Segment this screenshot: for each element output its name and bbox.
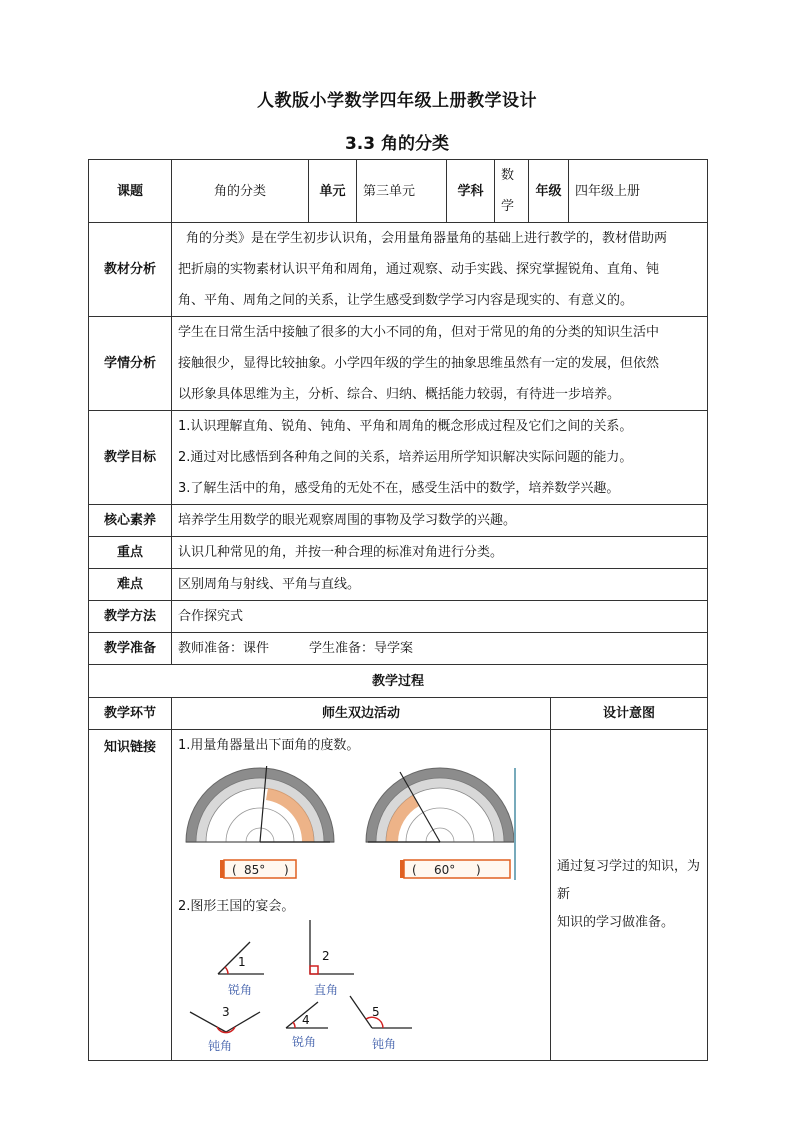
topic-label: 课题 [89, 160, 172, 223]
angle-2-name: 直角 [314, 983, 339, 997]
answer-1-text: 85° [244, 863, 266, 877]
svg-text:(: ( [412, 863, 417, 877]
protractor-figures [180, 766, 530, 896]
lesson-plan-table [88, 159, 708, 1061]
teaching-goals-text: 1.认识理解直角、锐角、钝角、平角和周角的概念形成过程及它们之间的关系。 2.通过对比感悟到各种角之间的关系，培养运用所学知识解决实际问题的能力。 3.了解生活中的角，感受角的无处不在，感受生活中的数学，培养数学兴趣。 [172, 411, 708, 505]
textbook-analysis-text: 角的分类》是在学生初步认识角，会用量角器量角的基础上进行教学的，教材借助两 把折扇的实物素材认识平角和周角，通过观察、动手实践、探究掌握锐角、直角、钝 角、平角、周角之间的关系，让学生感受到数学学习内容是现实的、有意义的。 [172, 223, 708, 317]
angle-4-name: 锐角 [292, 1035, 317, 1049]
protractor-2 [366, 768, 514, 842]
angle-1 [218, 942, 264, 997]
core-literacy-value: 培养学生用数学的眼光观察周围的事物及学习数学的兴趣。 [172, 505, 708, 537]
unit-label: 单元 [309, 160, 357, 223]
textbook-analysis-label: 教材分析 [89, 223, 172, 317]
lesson-title: 3.3 角的分类 [344, 134, 450, 154]
stage-name: 知识链接 [89, 730, 172, 1061]
angle-2-number: 2 [322, 949, 330, 963]
difficulty-label: 难点 [89, 569, 172, 601]
unit-value: 第三单元 [357, 160, 447, 223]
angle-3 [190, 1005, 260, 1053]
svg-text:): ) [476, 863, 481, 877]
col-intent-header: 设计意图 [551, 698, 708, 730]
answer-2-text: 60° [434, 863, 456, 877]
svg-text:): ) [284, 863, 289, 877]
question-1: 1.用量角器量出下面角的度数。 [178, 738, 360, 753]
subject-label: 学科 [447, 160, 495, 223]
angle-1-number: 1 [238, 955, 246, 969]
teaching-goals-label: 教学目标 [89, 411, 172, 505]
angle-4-number: 4 [302, 1013, 310, 1027]
core-literacy-label: 核心素养 [89, 505, 172, 537]
angle-2 [310, 920, 354, 997]
answer-box-2 [404, 860, 510, 878]
design-intent-cell: 通过复习学过的知识，为新 知识的学习做准备。 [551, 730, 708, 1061]
student-analysis-label: 学情分析 [89, 317, 172, 411]
document-title: 人教版小学数学四年级上册教学设计 [257, 91, 537, 111]
question-2: 2.图形王国的宴会。 [178, 899, 295, 914]
subject-value: 数学 [495, 160, 529, 223]
key-point-value: 认识几种常见的角，并按一种合理的标准对角进行分类。 [172, 537, 708, 569]
grade-value: 四年级上册 [569, 160, 708, 223]
angle-1-name: 锐角 [228, 983, 253, 997]
svg-text:(: ( [232, 863, 237, 877]
difficulty-value: 区别周角与射线、平角与直线。 [172, 569, 708, 601]
angle-5 [350, 996, 412, 1051]
activity-cell [172, 730, 551, 1061]
key-point-label: 重点 [89, 537, 172, 569]
teaching-prep-value [172, 633, 708, 665]
process-heading: 教学过程 [89, 665, 708, 698]
teaching-prep-label: 教学准备 [89, 633, 172, 665]
angle-3-name: 钝角 [208, 1039, 233, 1053]
teaching-method-label: 教学方法 [89, 601, 172, 633]
teaching-method-value: 合作探究式 [172, 601, 708, 633]
protractor-1 [186, 766, 334, 842]
student-prep: 学生准备：导学案 [309, 641, 414, 656]
grade-label: 年级 [529, 160, 569, 223]
angle-5-name: 钝角 [372, 1037, 397, 1051]
angle-3-number: 3 [222, 1005, 230, 1019]
angle-4 [286, 1002, 328, 1049]
teacher-prep: 教师准备：课件 [178, 641, 270, 656]
col-activity-header: 师生双边活动 [172, 698, 551, 730]
angle-figures [186, 916, 426, 1056]
topic-value: 角的分类 [172, 160, 309, 223]
angle-5-number: 5 [372, 1005, 380, 1019]
student-analysis-text: 学生在日常生活中接触了很多的大小不同的角，但对于常见的角的分类的知识生活中 接触很少，显得比较抽象。小学四年级的学生的抽象思维虽然有一定的发展，但依然 以形象具体思维为主，分析、综合、归纳、概括能力较弱，有待进一步培养。 [172, 317, 708, 411]
col-stage-header: 教学环节 [89, 698, 172, 730]
